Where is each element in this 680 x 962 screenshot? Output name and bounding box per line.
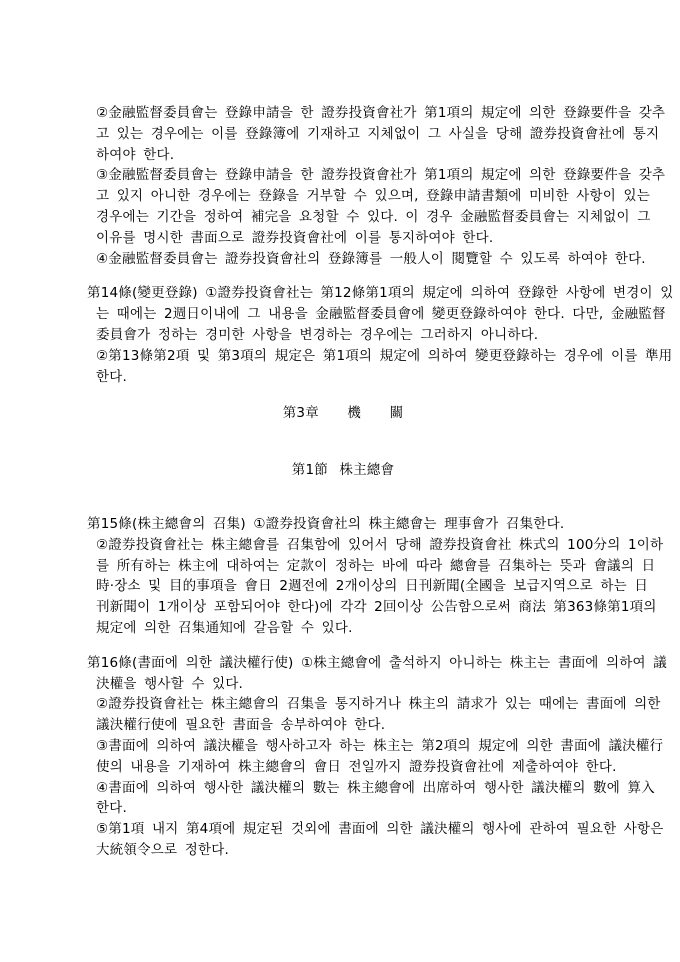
- law-line: 경우에는 기간을 정하여 補完을 요청할 수 있다. 이 경우 金融監督委員會는 지체없이 그: [96, 208, 651, 225]
- law-line: 決權을 행사할 수 있다.: [96, 675, 244, 692]
- article-16: [87, 653, 667, 861]
- law-line: 한다.: [96, 800, 127, 817]
- law-line: ⑤第1項 내지 第4項에 規定된 것외에 書面에 의한 議決權의 행사에 관하여 필요한 사항은: [96, 821, 664, 838]
- law-line: 第15條(株主總會의 召集) ①證券投資會社의 株主總會는 理事會가 召集한다.: [87, 515, 565, 532]
- law-line: ③書面에 의하여 議決權을 행사하고자 하는 株主는 第2項의 規定에 의한 書面에 議決權行: [96, 737, 664, 754]
- law-line: 는 때에는 2週日이내에 그 내용을 金融監督委員會에 變更登錄하여야 한다. 다만, 金融監督: [96, 306, 666, 323]
- law-line: ②金融監督委員會는 登錄申請을 한 證券投資會社가 第1項의 規定에 의한 登錄要件을 갖추: [96, 105, 666, 121]
- law-line: 刊新聞이 1개이상 포함되어야 한다)에 각각 2回이상 公告함으로써 商法 第363條第1項의: [96, 599, 657, 616]
- article-13-continuation: [87, 103, 666, 269]
- law-line: 時·장소 및 目的事項을 會日 2週전에 2개이상의 日刊新聞(全國을 보급지역으로 하는 日: [96, 578, 649, 595]
- document-body: [87, 103, 674, 861]
- law-line: ④金融監督委員會는 證券投資會社의 登錄簿를 一般人이 閱覽할 수 있도록 하여야 한다.: [96, 250, 646, 267]
- law-line: 使의 내용을 기재하여 株主總會의 會日 전일까지 證券投資會社에 제출하여야 한다.: [96, 758, 617, 775]
- law-line: 大統領令으로 정한다.: [96, 841, 229, 858]
- article-14: [87, 283, 674, 387]
- law-line: 를 所有하는 株主에 대하여는 定款이 정하는 바에 따라 總會를 召集하는 뜻과 會議의 日: [96, 557, 656, 574]
- article-15: [87, 514, 664, 639]
- law-line: 第16條(書面에 의한 議決權行使) ①株主總會에 출석하지 아니하는 株主는 書面에 의하여 議: [87, 654, 667, 671]
- law-line: ②第13條第2項 및 第3項의 規定은 第1項의 規定에 의하여 變更登錄하는 경우에 이를 準用: [96, 347, 673, 364]
- law-line: ②證券投資會社는 株主總會를 召集함에 있어서 당해 證券投資會社 株式의 100分의 1이하: [96, 536, 664, 553]
- section-1-heading: 第1節 株主總會: [291, 462, 395, 479]
- law-line: 한다.: [96, 368, 127, 385]
- law-line: ③金融監督委員會는 登錄申請을 한 證券投資會社가 第1項의 規定에 의한 登錄要件을 갖추: [96, 167, 666, 184]
- law-line: 委員會가 정하는 경미한 사항을 변경하는 경우에는 그러하지 아니하다.: [96, 326, 539, 343]
- chapter-3-heading: 第3章 機 關: [282, 405, 404, 422]
- law-line: 이유를 명시한 書面으로 證券投資會社에 이를 통지하여야 한다.: [96, 229, 494, 246]
- law-line: 規定에 의한 召集通知에 갈음할 수 있다.: [96, 619, 353, 636]
- law-line: 고 있지 아니한 경우에는 登錄을 거부할 수 있으며, 登錄申請書類에 미비한 사항이 있는: [96, 188, 651, 205]
- law-line: 議決權行使에 필요한 書面을 송부하여야 한다.: [96, 717, 386, 734]
- law-line: 第14條(變更登錄) ①證券投資會社는 第12條第1項의 規定에 의하여 登錄한 사항에 변경이 있: [87, 285, 674, 302]
- law-line: 고 있는 경우에는 이를 登錄簿에 기재하고 지체없이 그 사실을 당해 證券投資會社에 통지: [96, 125, 660, 142]
- law-line: ④書面에 의하여 행사한 議決權의 數는 株主總會에 出席하여 행사한 議決權의 數에 算入: [96, 779, 655, 796]
- law-line: 하여야 한다.: [96, 146, 175, 163]
- law-line: ②證券投資會社는 株主總會의 召集을 통지하거나 株主의 請求가 있는 때에는 書面에 의한: [96, 696, 661, 713]
